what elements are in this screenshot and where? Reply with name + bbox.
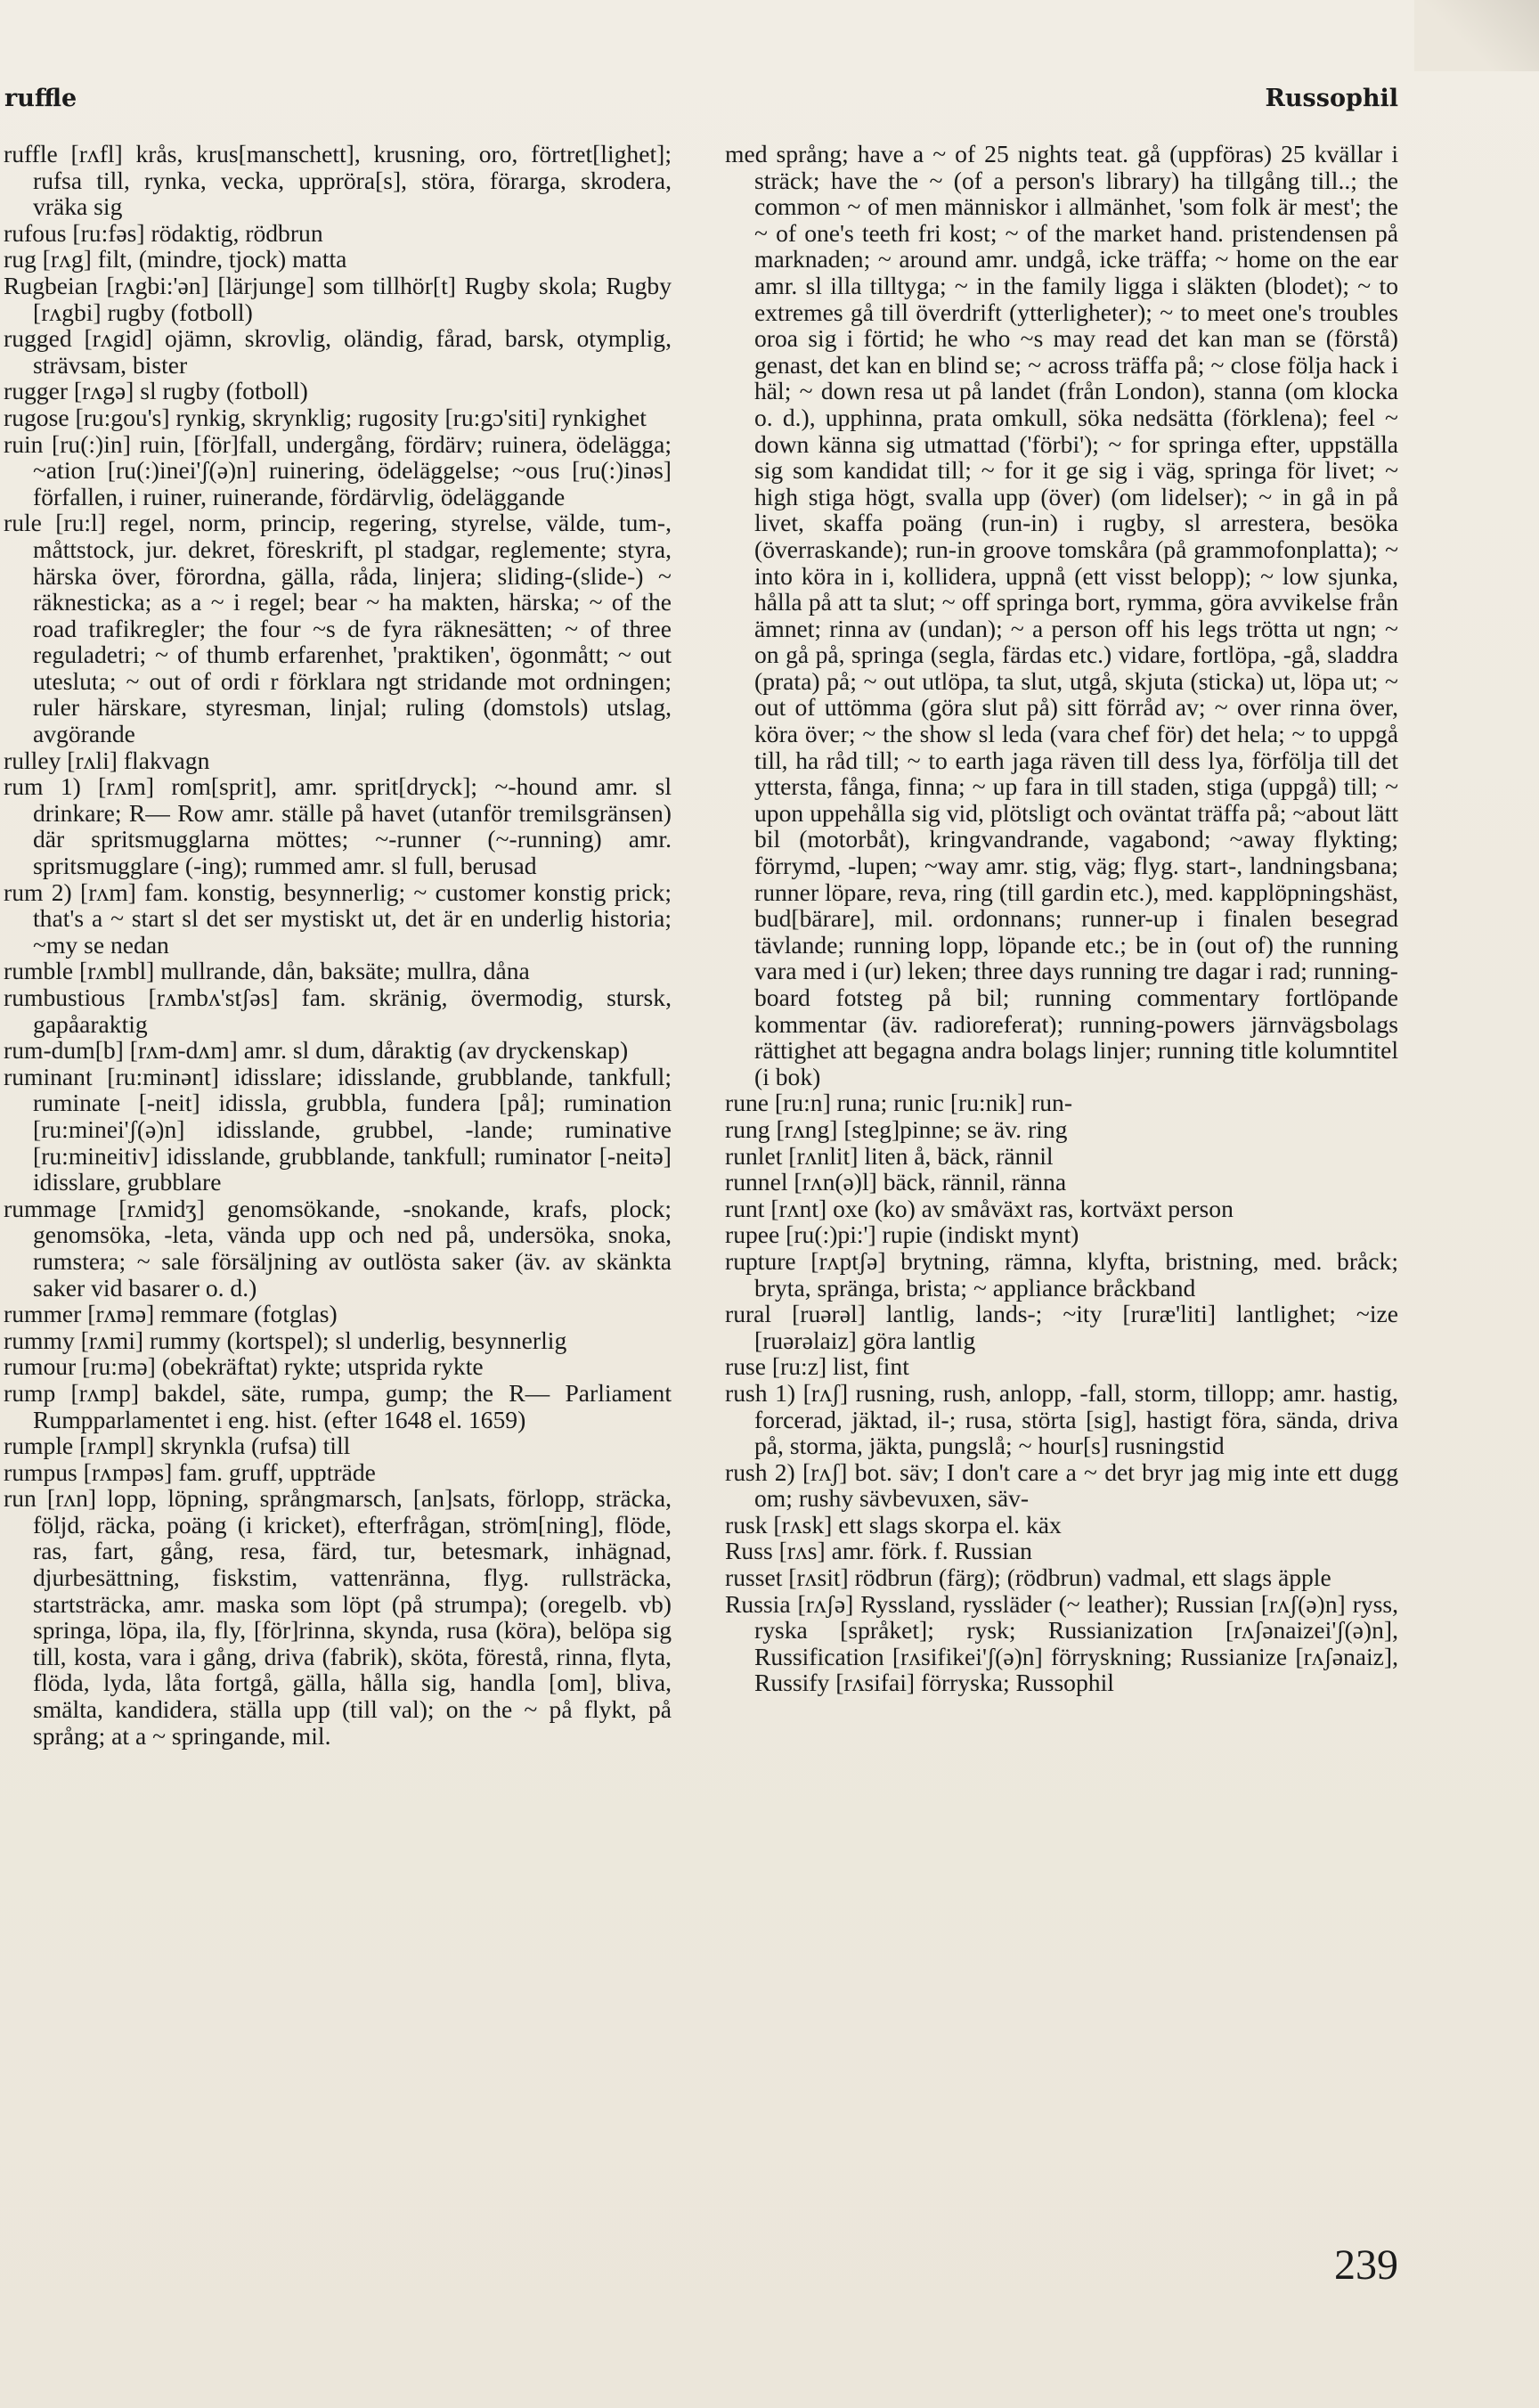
dictionary-entry: ruse [ru:z] list, fint <box>725 1352 909 1381</box>
dictionary-entry: rush 2) [rʌʃ] bot. säv; I don't care a ~ det bryr jag mig inte ett dugg om; rushy sävbevuxen, säv- <box>725 1457 1398 1513</box>
header-first-word: ruffle <box>4 85 77 112</box>
dictionary-entry: russet [rʌsit] rödbrun (färg); (rödbrun) vadmal, ett slags äpple <box>725 1563 1331 1592</box>
right-column <box>725 141 1398 1696</box>
dictionary-entry: Russ [rʌs] amr. förk. f. Russian <box>725 1537 1032 1565</box>
header-last-word: Russophil <box>1265 85 1398 112</box>
dictionary-entry: rush 1) [rʌʃ] rusning, rush, anlopp, -fall, storm, tillopp; amr. hastig, forcerad, jäktad, il-; rusa, störta [sig], hastigt föra, sända, driva på, storma, jäkta, pungslå; ~ hour[s] rusningstid <box>725 1378 1398 1460</box>
dictionary-entry: ruminant [ru:minənt] idisslare; idisslande, grubblande, tankfull; ruminate [-neit] idissla, grubbla, fundera [på]; rumination [ru:minei'ʃ(ə)n] idisslande, grubbel, -lande; ruminative [ru:mineitiv] idisslande, grubblande, tankfull; ruminator [-neitə] idisslare, grubblare <box>4 1062 672 1196</box>
dictionary-entry: rupee [ru(:)pi:'] rupie (indiskt mynt) <box>725 1220 1079 1249</box>
left-column <box>4 141 672 1749</box>
dictionary-entry: rum 2) [rʌm] fam. konstig, besynnerlig; ~ customer konstig prick; that's a ~ start sl det ser mystiskt ut, det är en underlig historia; ~my se nedan <box>4 877 672 959</box>
dictionary-entry: rugged [rʌgid] ojämn, skrovlig, oländig, fårad, barsk, otymplig, strävsam, bister <box>4 324 672 379</box>
running-header <box>0 85 1398 120</box>
dictionary-entry: rulley [rʌli] flakvagn <box>4 746 210 774</box>
dictionary-entry: rum-dum[b] [rʌm-dʌm] amr. sl dum, dåraktig (av dryckenskap) <box>4 1036 629 1065</box>
dictionary-entry: rusk [rʌsk] ett slags skorpa el. käx <box>725 1510 1062 1539</box>
dictionary-entry: rupture [rʌptʃə] brytning, rämna, klyfta, bristning, med. bråck; bryta, spränga, brista; ~ appliance bråckband <box>725 1246 1398 1302</box>
dictionary-entry: med språng; have a ~ of 25 nights teat. gå (uppföras) 25 kvällar i sträck; have the ~ (of a person's library) ha tillgång till..; the common ~ of men människor i allmänhet, 'som folk är mest'; the ~ of one's teeth fri kost; ~ of the market hand. pristendensen på marknaden; ~ around amr. undgå, icke träffa; ~ home on the ear amr. sl illa tilltyga; ~ in the family ligga i släkten (blodet); ~ to extremes gå till överdrift (ytterligheter); ~ to meet one's troubles oroa sig i förtid; he who ~s may read det kan man se (förstå) genast, det kan en blind se; ~ across träffa på; ~ close följa hack i häl; ~ down resa ut på landet (från London), stanna (om klocka o. d.), upphinna, prata omkull, söka nedsätta (förklena); feel ~ down känna sig utmattad ('förbi'); ~ for springa efter, uppställa sig som kandidat till; ~ for it ge sig i väg, springa för livet; ~ high stiga högt, svalla upp (över) (om lidelser); ~ in gå in på livet, skaffa poäng (run-in) i rugby, sl arrestera, besöka (överraskande); run-in groove tomskåra (på grammofonplatta); ~ into köra in i, kollidera, uppnå (ett visst belopp); ~ low sjunka, hålla på att ta slut; ~ off springa bort, rymma, göra avvikelse från ämnet; rinna av (undan); ~ a person off his legs trötta ut ngn; ~ on gå på, springa (segla, färdas etc.) vidare, fortlöpa, -gå, sladdra (prata) på; ~ out utlöpa, ta slut, utgå, skjuta (sticka) ut, löpa ut; ~ out of uttömma (göra slut på) sitt förråd av; ~ over rinna över, köra över; ~ the show sl leda (vara chef för) det hela; ~ to uppgå till, ha råd till; ~ to earth jaga räven till dess lya, förfölja till det yttersta, fånga, finna; ~ up fara in till staden, stiga (uppgå) till; ~ upon uppehålla sig vid, plötsligt och oväntat träffa på; ~about lätt bil (motorbåt), kringvandrande, vagabond; ~away flykting; förrymd, -lupen; ~way amr. stig, väg; flyg. start-, landningsbana; runner löpare, reva, ring (till gardin etc.), med. kapplöpningshäst, bud[bärare], mil. ordonnans; runner-up i finalen besegrad tävlande; running lopp, löpande etc.; be in (out of) the running vara med i (ur) leken; three days running tre dagar i rad; running-board fotsteg på bil; running commentary fortlöpande kommentar (äv. radioreferat); running-powers järnvägsbolags rättighet att begagna andra bolags linjer; running title kolumntitel (i bok) <box>725 140 1398 1090</box>
dictionary-entry: runnel [rʌn(ə)l] bäck, rännil, ränna <box>725 1168 1067 1196</box>
dictionary-entry: rufous [ru:fəs] rödaktig, rödbrun <box>4 218 323 247</box>
dictionary-entry: run [rʌn] lopp, löpning, språngmarsch, [an]sats, förlopp, sträcka, följd, räcka, poäng (i kricket), efterfrågan, ström[ning], flöde, ras, fart, gång, resa, färd, tur, betesmark, inhägnad, djurbesättning, fiskstim, vattenränna, flyg. rullsträcka, startsträcka, amr. maska som löpt (på strumpa); (oregelb. vb) springa, löpa, ila, fly, [för]rinna, skynda, rusa (köra), belöpa sig till, kosta, vara i gång, driva (fabrik), sköta, förestå, rinna, flyta, flöda, lyda, låta fortgå, gälla, hålla sig, handla [om], bliva, smälta, kandidera, ställa upp (till val); on the ~ på flykt, på språng; at a ~ springande, mil. <box>4 1484 672 1750</box>
dictionary-entry: runt [rʌnt] oxe (ko) av småväxt ras, kortväxt person <box>725 1194 1234 1222</box>
dictionary-entry: runlet [rʌnlit] liten å, bäck, rännil <box>725 1141 1054 1170</box>
dictionary-entry: rune [ru:n] runa; runic [ru:nik] run- <box>725 1089 1073 1117</box>
dictionary-entry: ruin [ru(:)in] ruin, [för]fall, undergång, fördärv; ruinera, ödelägga; ~ation [ru(:)inei'ʃ(ə)n] ruinering, ödeläggelse; ~ous [ru(:)inəs] förfallen, i ruiner, ruinerande, fördärvlig, ödeläggande <box>4 429 672 510</box>
dictionary-entry: rum 1) [rʌm] rom[sprit], amr. sprit[dryck]; ~-hound amr. sl drinkare; R— Row amr. ställe på havet (utanför tremilsgränsen) där spritsmugglarna möttes; ~-runner (~-running) amr. spritsmugglare (-ing); rummed amr. sl full, berusad <box>4 772 672 880</box>
dictionary-entry: rumour [ru:mə] (obekräftat) rykte; utsprida rykte <box>4 1352 484 1381</box>
page-corner-shadow <box>1414 0 1539 71</box>
dictionary-entry: rural [ruərəl] lantlig, lands-; ~ity [ruræ'liti] lantlighet; ~ize [ruərəlaiz] göra lantlig <box>725 1300 1398 1354</box>
dictionary-entry: rump [rʌmp] bakdel, säte, rumpa, gump; the R— Parliament Rumpparlamentet i eng. hist. (efter 1648 el. 1659) <box>4 1378 672 1433</box>
dictionary-entry: Rugbeian [rʌgbi:'ən] [lärjunge] som tillhör[t] Rugby skola; Rugby [rʌgbi] rugby (fotboll) <box>4 271 672 326</box>
dictionary-entry: rumble [rʌmbl] mullrande, dån, baksäte; mullra, dåna <box>4 957 530 985</box>
dictionary-entry: rumple [rʌmpl] skrynkla (rufsa) till <box>4 1432 351 1460</box>
dictionary-entry: rugger [rʌgə] sl rugby (fotboll) <box>4 377 308 405</box>
dictionary-entry: rung [rʌng] [steg]pinne; se äv. ring <box>725 1114 1068 1143</box>
dictionary-entry: rug [rʌg] filt, (mindre, tjock) matta <box>4 245 347 273</box>
dictionary-entry: rumbustious [rʌmbʌ'stʃəs] fam. skränig, övermodig, stursk, gapåaraktig <box>4 984 672 1038</box>
dictionary-entry: rule [ru:l] regel, norm, princip, regering, styrelse, välde, tum-, måttstock, jur. dekret, föreskrift, pl stadgar, reglemente; styra, härska över, förordna, gälla, råda, linjera; sliding-(slide-) ~ räknesticka; as a ~ i regel; bear ~ ha makten, härska; ~ of the road trafikregler; the four ~s de fyra räknesätten; ~ of three reguladetri; ~ of thumb erfarenhet, 'praktiken', ögonmått; ~ out utesluta; ~ out of ordi r förklara ngt stridande mot ordningen; ruler härskare, styresman, linjal; ruling (domstols) utslag, avgörande <box>4 509 672 748</box>
page-number: 239 <box>1334 2241 1398 2289</box>
dictionary-entry: rummy [rʌmi] rummy (kortspel); sl underlig, besynnerlig <box>4 1326 567 1354</box>
dictionary-entry: rugose [ru:gou's] rynkig, skrynklig; rugosity [ru:gɔ'siti] rynkighet <box>4 403 647 431</box>
dictionary-entry: rummage [rʌmidʒ] genomsökande, -snokande, krafs, plock; genomsöka, -leta, vända upp och ned på, undersöka, snoka, rumstera; ~ sale försäljning av outlösta saker (äv. av skänkta saker vid basarer o. d.) <box>4 1194 672 1302</box>
dictionary-entry: rumpus [rʌmpəs] fam. gruff, uppträde <box>4 1457 376 1486</box>
dictionary-entry: ruffle [rʌfl] krås, krus[manschett], krusning, oro, förtret[lighet]; rufsa till, rynka, vecka, uppröra[s], störa, förarga, skrodera, vräka sig <box>4 140 672 221</box>
dictionary-entry: Russia [rʌʃə] Ryssland, ryssläder (~ leather); Russian [rʌʃ(ə)n] ryss, ryska [språket]; rysk; Russianization [rʌʃənaizei'ʃ(ə)n], Russification [rʌsifikei'ʃ(ə)n] förryskning; Russianize [rʌʃənaiz], Russify [rʌsifai] förryska; Russophil <box>725 1589 1398 1697</box>
dictionary-entry: rummer [rʌmə] remmare (fotglas) <box>4 1300 338 1328</box>
